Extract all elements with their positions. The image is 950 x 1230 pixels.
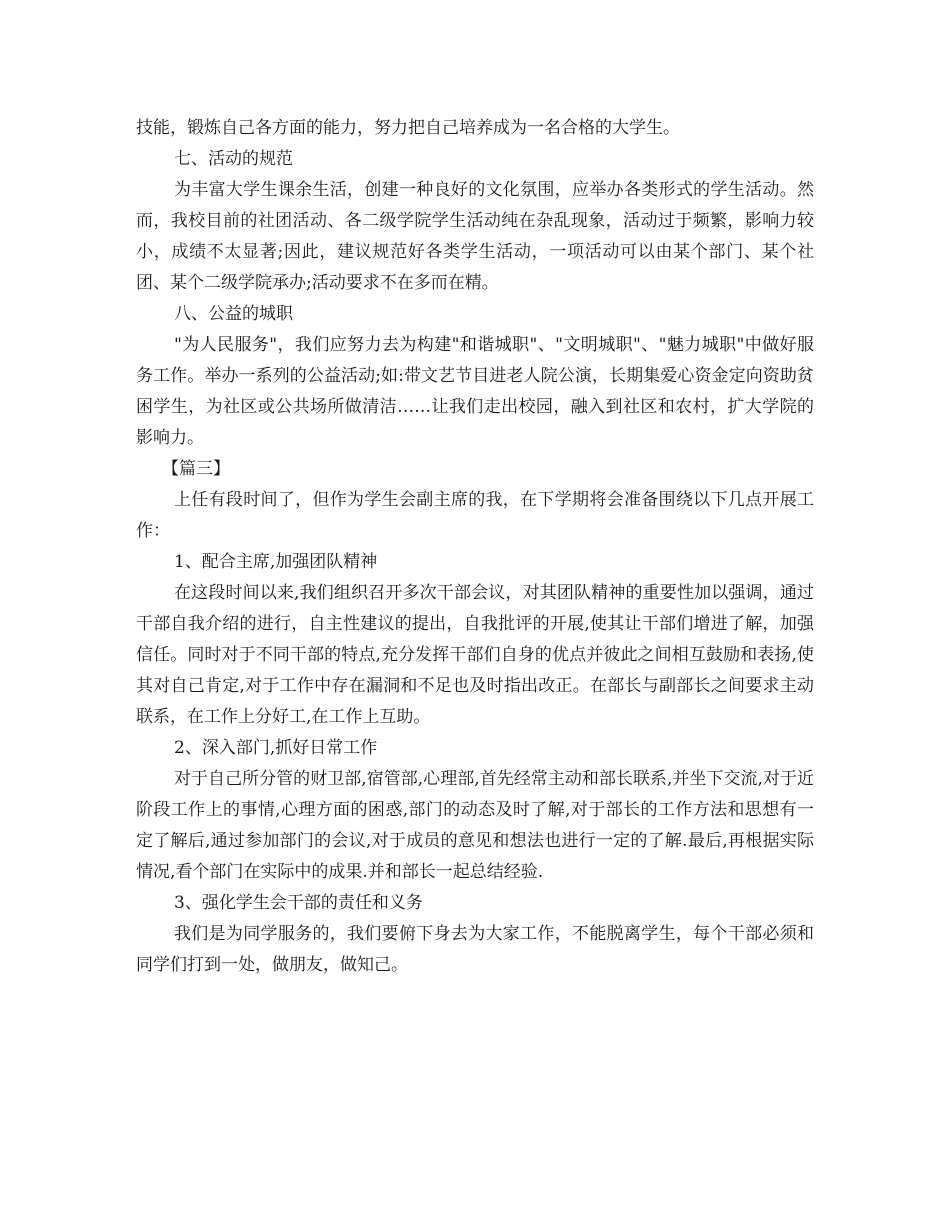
section-heading-responsibility: 3、强化学生会干部的责任和义务	[174, 893, 423, 913]
paragraph-continued: 技能，锻炼自己各方面的能力，努力把自己培养成为一名合格的大学生。	[136, 118, 680, 138]
document-body	[136, 113, 814, 981]
paragraph-intro: 上任有段时间了，但作为学生会副主席的我，在下学期将会准备围绕以下几点开展工作：	[136, 490, 814, 541]
part-three-title: 【篇三】	[162, 459, 230, 479]
section-heading-daily-work: 2、深入部门,抓好日常工作	[174, 738, 378, 758]
paragraph-responsibility: 我们是为同学服务的，我们要俯下身去为大家工作，不能脱离学生，每个干部必须和同学们打到一处，做朋友，做知己。	[136, 924, 814, 975]
paragraph-activity-norms: 为丰富大学生课余生活，创建一种良好的文化氛围，应举办各类形式的学生活动。然而，我校目前的社团活动、各二级学院学生活动纯在杂乱现象，活动过于频繁，影响力较小，成绩不太显著;因此，建议规范好各类学生活动，一项活动可以由某个部门、某个社团、某个二级学院承办;活动要求不在多而在精。	[136, 180, 814, 293]
section-heading-activity-norms: 七、活动的规范	[174, 149, 293, 169]
paragraph-daily-work: 对于自己所分管的财卫部,宿管部,心理部,首先经常主动和部长联系,并坐下交流,对于近阶段工作上的事情,心理方面的困惑,部门的动态及时了解,对于部长的工作方法和思想有一定了解后,通过参加部门的会议,对于成员的意见和想法也进行一定的了解.最后,再根据实际情况,看个部门在实际中的成果.并和部长一起总结经验.	[136, 769, 814, 882]
paragraph-team-spirit: 在这段时间以来,我们组织召开多次干部会议，对其团队精神的重要性加以强调，通过干部自我介绍的进行，自主性建议的提出，自我批评的开展,使其让干部们增进了解，加强信任。同时对于不同干部的特点,充分发挥干部们自身的优点并彼此之间相互鼓励和表扬,使其对自己肯定,对于工作中存在漏洞和不足也及时指出改正。在部长与副部长之间要求主动联系，在工作上分好工,在工作上互助。	[136, 583, 814, 727]
section-heading-public-welfare: 八、公益的城职	[174, 304, 293, 324]
paragraph-public-welfare: "为人民服务"，我们应努力去为构建"和谐城职"、"文明城职"、"魅力城职"中做好服务工作。举办一系列的公益活动;如:带文艺节目进老人院公演，长期集爱心资金定向资助贫困学生，为社区或公共场所做清洁……让我们走出校园，融入到社区和农村，扩大学院的影响力。	[136, 335, 814, 448]
section-heading-team-spirit: 1、配合主席,加强团队精神	[174, 552, 378, 572]
